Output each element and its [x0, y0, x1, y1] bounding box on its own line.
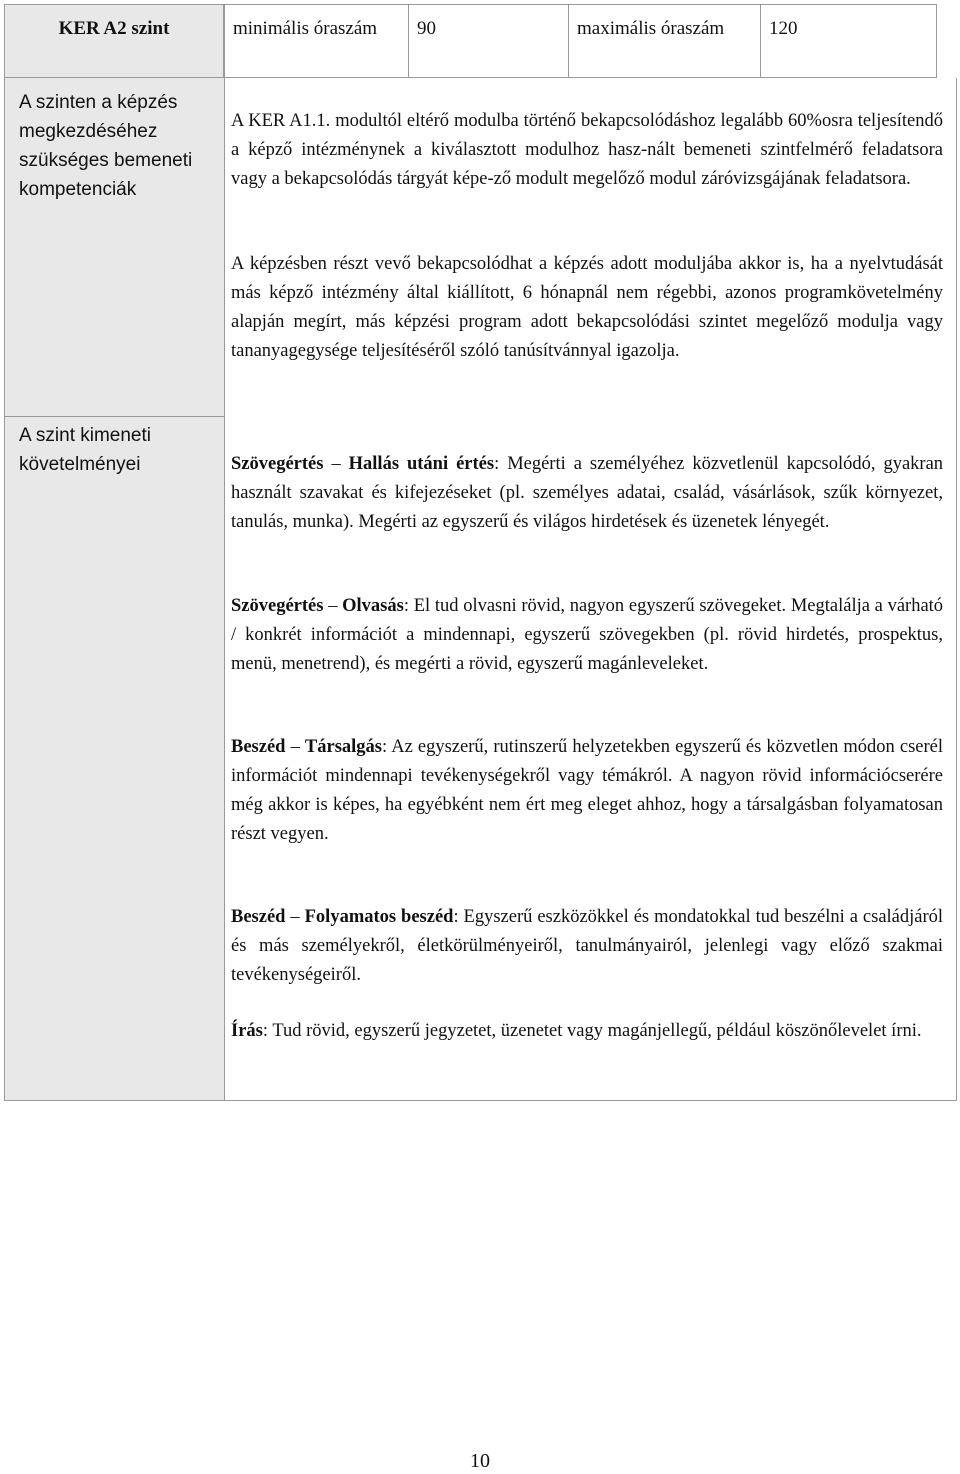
req-text: Megérti a személyéhez közvetlenül kapcsolódó, gyakran használt szavakat és kifejezéseket (pl. személyes adatai, család, vásárlások, szűk környezet, tanulás, munka). Megérti az egyszerű és világos hirdetések és üzenetek lényegét. — [231, 454, 944, 532]
entry-text-1: A KER A1.1. modultól eltérő modulba történő bekapcsolódáshoz legalább 60%osra teljesítendő a képző intézménynek a kiválasztott modulhoz hasz-nált bemeneti szintfelmérő feladatsora vagy a bekapcsolódás tárgyát képe-ző modult megelőző modul záróvizsgájának feladatsora. — [231, 111, 943, 189]
label-column — [5, 78, 225, 1100]
req-dash: – — [290, 737, 300, 757]
req-subskill: Folyamatos beszéd — [304, 907, 454, 927]
req-text: Egyszerű eszközökkel és mondatokkal tud beszélni a családjáról és más személyekről, életkörülményeiről, tanulmányairól, jelenlegi vagy előző szakmai tevékenységeiről. — [231, 907, 944, 985]
entry-text-2: A képzésben részt vevő bekapcsolódhat a képzés adott moduljába akkor is, ha a nyelvtudását más képző intézmény által kiállított, 6 hónapnál nem régebbi, azonos programkövetelmény alapján megírt, más képzési program adott bekapcsolódási szintet megelőző modulja vagy tananyagegysége teljesítéséről szóló tanúsítvánnyal igazolja. — [231, 254, 943, 361]
entry-competencies-label: A szinten a képzés megkezdéséhez szükséges bemeneti kompetenciák — [19, 92, 193, 200]
level-cell: KER A2 szint — [4, 4, 224, 78]
req-dash: – — [290, 907, 300, 927]
req-writing: Írás: Tud rövid, egyszerű jegyzetet, üzenetet vagy magánjellegű, például köszönőlevelet írni. — [231, 1021, 922, 1041]
output-requirements-label: A szint kimeneti követelményei — [19, 425, 151, 475]
req-skill: Írás — [231, 1021, 263, 1041]
req-subskill: Társalgás — [304, 737, 382, 757]
req-dash: – — [331, 454, 341, 474]
min-hours-value: 90 — [409, 4, 569, 78]
req-subskill: Hallás utáni értés — [348, 454, 495, 474]
min-hours-label: minimális óraszám — [224, 4, 409, 78]
max-hours-value: 120 — [761, 4, 937, 78]
row-divider — [5, 416, 224, 417]
req-skill: Szövegértés — [231, 454, 324, 474]
req-spoken-production: Beszéd – Folyamatos beszéd: Egyszerű eszközökkel és mondatokkal tud beszélni a családjáról és más személyekről, életkörülményeiről, tanulmányairól, jelenlegi vagy előző szakmai tevékenységeiről. — [231, 907, 944, 985]
header-row — [4, 4, 937, 78]
req-skill: Szövegértés — [231, 596, 324, 616]
page-number: 10 — [470, 1450, 490, 1472]
req-skill: Beszéd — [231, 907, 286, 927]
req-text: El tud olvasni rövid, nagyon egyszerű szövegeket. Megtalálja a várható / konkrét információt a mindennapi, egyszerű szövegekben (pl. rövid hirdetés, prospektus, menü, menetrend), és megérti a rövid, egyszerű magánleveleket. — [231, 596, 944, 674]
req-subskill: Olvasás — [342, 596, 404, 616]
req-skill: Beszéd — [231, 737, 286, 757]
req-reading: Szövegértés – Olvasás: El tud olvasni rövid, nagyon egyszerű szövegeket. Megtalálja a várható / konkrét információt a mindennapi, egyszerű szövegekben (pl. rövid hirdetés, prospektus, menü, menetrend), és megérti a rövid, egyszerű magánleveleket. — [231, 596, 944, 674]
req-listening: Szövegértés – Hallás utáni értés: Megérti a személyéhez közvetlenül kapcsolódó, gyakran használt szavakat és kifejezéseket (pl. személyes adatai, család, vásárlások, szűk környezet, tanulás, munka). Megérti az egyszerű és világos hirdetések és üzenetek lényegét. — [231, 454, 944, 532]
req-dash: – — [328, 596, 338, 616]
req-text: Tud rövid, egyszerű jegyzetet, üzenetet vagy magánjellegű, például köszönőlevelet írni. — [272, 1021, 922, 1041]
req-text: Az egyszerű, rutinszerű helyzetekben egyszerű és közvetlen módon cserél információt mindennapi tevékenységekről vagy témákról. A nagyon rövid információcserére még akkor is képes, ha egyébként nem ért meg eleget ahhoz, hogy a társalgásban folyamatosan részt vegyen. — [231, 737, 944, 844]
req-conversation: Beszéd – Társalgás: Az egyszerű, rutinszerű helyzetekben egyszerű és közvetlen módon cserél információt mindennapi tevékenységekről vagy témákról. A nagyon rövid információcserére még akkor is képes, ha egyébként nem ért meg eleget ahhoz, hogy a társalgásban folyamatosan részt vegyen. — [231, 737, 944, 844]
max-hours-label: maximális óraszám — [569, 4, 761, 78]
